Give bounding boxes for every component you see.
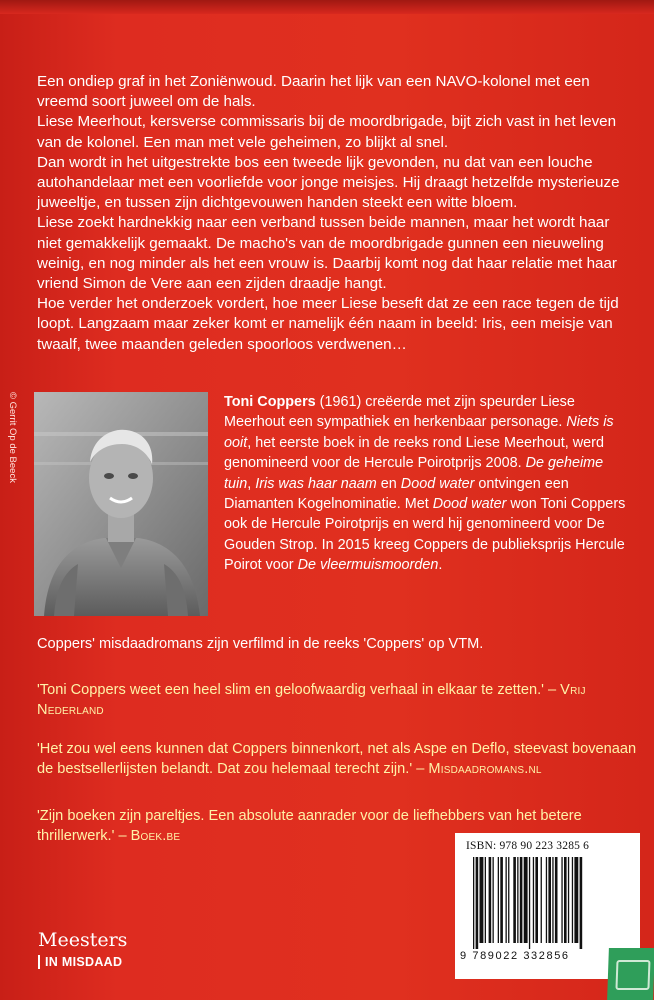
author-name: Toni Coppers [224,394,316,410]
book-title: Dood water [432,496,507,513]
bio-text: en [376,475,401,492]
quote-source: Misdaadromans.nl [428,761,542,777]
bio-text: won Toni Coppers ook de Hercule Poirotprijs en werd hij genomineerd voor De Gouden Strop. In 2015 kreeg Coppers de publieksprijs Hercule Poirot voor [224,496,626,574]
isbn-label: ISBN: 978 90 223 3285 6 [466,840,590,852]
synopsis-paragraph: Liese Meerhout, kersverse commissaris bij de moordbrigade, bijt zich vast in het leven van de kolonel. Een man met vele geheimen, zo blijkt al snel. [37,113,617,151]
synopsis [37,72,633,355]
synopsis-paragraph: Liese zoekt hardnekkig naar een verband tussen beide mannen, maar het wordt haar niet gemakkelijk gemaakt. De macho's van de moordbrigade gunnen een nieuweling weinig, en nog minder als het een vrouw is. Daarbij komt nog dat haar relatie met haar vriend Simon de Vere aan een zijden draadje hangt. [37,214,617,293]
bio-text: ontvingen een Diamanten Kogelnominatie. Met [224,475,569,513]
cover-edge [0,0,654,14]
book-title: Dood water [400,475,475,492]
author-photo [34,392,208,616]
photo-credit [6,392,20,522]
quote-text: 'Zijn boeken zijn pareltjes. Een absolute aanrader voor de liefhebbers van het betere thrillerwerk.' – [37,808,582,844]
book-title: De geheime tuin [224,455,604,492]
library-sticker-icon [607,948,654,1000]
bio-text: (1961) creëerde met zijn speurder Liese Meerhout een sympathiek en herkenbaar personage. [224,394,575,431]
review-quote [37,739,637,779]
logo-subtitle: IN MISDAAD [38,955,122,969]
synopsis-paragraph: Hoe verder het onderzoek vordert, hoe meer Liese beseft dat ze een race tegen de tijd loopt. Langzaam maar zeker komt er namelijk één naam in beeld: Iris, een meisje van twaalf, twee maanden geleden spoorloos verdwenen… [37,295,619,353]
quote-source: Vrij Nederland [37,682,586,718]
book-title: Niets is ooit [224,414,614,451]
photo-credit-text: © Gerrit Op de Beeck [7,392,18,483]
publisher-website: www.manteau.be [473,966,575,980]
tv-adaptation-note: Coppers' misdaadromans zijn verfilmd in de reeks 'Coppers' op VTM. [37,636,484,652]
book-title: Iris was haar naam [255,475,377,492]
author-bio [224,392,629,576]
quote-text: 'Toni Coppers weet een heel slim en geloofwaardig verhaal in elkaar te zetten.' – [37,682,561,698]
bio-text: . [438,557,443,574]
logo-wordmark: Meesters [38,929,128,951]
synopsis-paragraph: Dan wordt in het uitgestrekte bos een tweede lijk gevonden, nu dat van een louche autohandelaar met een voorliefde voor jonge meisjes. Hij draagt hetzelfde mysterieuze juweeltje, en tussen zijn dichtgevouwen handen steekt een witte bloem. [37,153,620,212]
bio-text: , het eerste boek in de reeks rond Liese Meerhout, werd genomineerd voor de Hercule Poirotprijs 2008. [224,434,604,472]
barcode-digits: 9 789022 332856 [460,950,570,962]
book-title: De vleermuismoorden [297,557,439,574]
bio-text: , [247,475,256,492]
review-quote [37,680,637,720]
quote-text: 'Het zou wel eens kunnen dat Coppers binnenkort, net als Aspe en Deflo, steevast bovenaan de bestsellerlijsten belandt. Dat zou helemaal terecht zijn.' – [37,741,637,777]
quote-source: Boek.be [130,828,181,844]
barcode-icon [473,857,623,949]
synopsis-paragraph: Een ondiep graf in het Zoniënwoud. Daarin het lijk van een NAVO-kolonel met een vreemd soort juweel om de hals. [37,73,590,111]
publisher-series-logo [38,929,178,971]
author-portrait-image [34,392,208,616]
